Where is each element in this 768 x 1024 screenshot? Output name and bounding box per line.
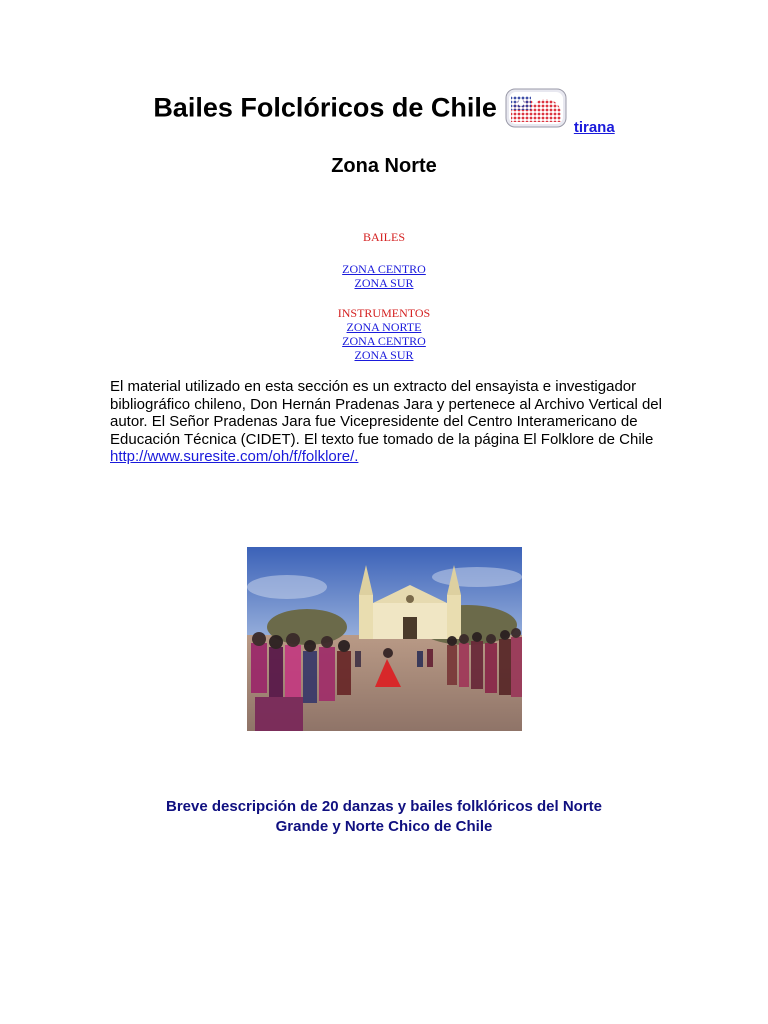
page-subtitle: Zona Norte (331, 155, 437, 177)
bailes-menu (0, 230, 768, 244)
tirana-link[interactable]: tirana (573, 119, 615, 136)
title-row (0, 88, 768, 136)
folklore-site-link[interactable]: http://www.suresite.com/oh/f/folklore/. (110, 448, 359, 465)
page-title: Bailes Folclóricos de Chile (153, 92, 497, 123)
instrumentos-link-zona-sur[interactable]: ZONA SUR (354, 348, 414, 362)
instrumentos-link-zona-centro[interactable]: ZONA CENTRO (342, 334, 426, 348)
section-title-line-2: Grande y Norte Chico de Chile (275, 818, 493, 835)
instrumentos-menu (0, 306, 768, 362)
instrumentos-heading: INSTRUMENTOS (337, 306, 431, 320)
intro-paragraph (110, 378, 670, 466)
bailes-link-zona-sur[interactable]: ZONA SUR (354, 276, 414, 290)
intro-text: El material utilizado en esta sección es un extracto del ensayista e investigador bibliográfico chileno, Don Hernán Pradenas Jara y pertenece al Archivo Vertical del autor. El Señor Pradenas Jara fue Vicepresidente del Centro Interamericano de Educación Técnica (CIDET). El texto fue tomado de la página El Folklore de Chile (110, 378, 662, 448)
bailes-link-zona-centro[interactable]: ZONA CENTRO (342, 262, 426, 276)
bailes-links (0, 262, 768, 290)
church-festival-photo (247, 547, 522, 731)
section-title (0, 797, 768, 837)
section-title-line-1: Breve descripción de 20 danzas y bailes folklóricos del Norte (166, 798, 602, 815)
instrumentos-link-zona-norte[interactable]: ZONA NORTE (346, 320, 422, 334)
chile-flag-heart-icon (505, 88, 567, 128)
bailes-heading: BAILES (363, 230, 405, 244)
